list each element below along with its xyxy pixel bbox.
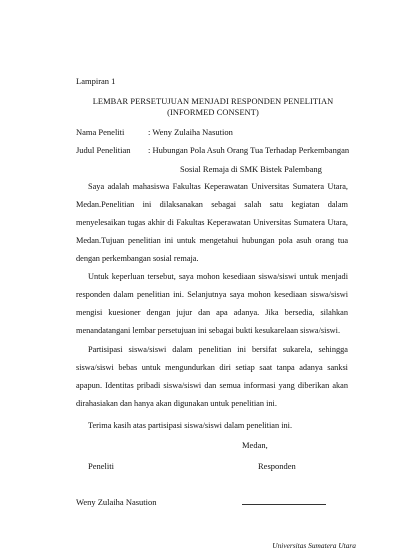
- respondent-signature-line: [242, 504, 326, 505]
- paragraph-line: apapun. Identitas pribadi siswa/siswi dan semua informasi yang diberikan akan: [76, 381, 348, 390]
- paragraph-line: Saya adalah mahasiswa Fakultas Keperawatan Universitas Sumatera Utara,: [88, 182, 348, 191]
- research-title-label: Judul Penelitian: [76, 145, 131, 155]
- paragraph-line: menyelesaikan tugas akhir di Fakultas Keperawatan Universitas Sumatera Utara,: [76, 218, 348, 227]
- document-subtitle: (INFORMED CONSENT): [167, 108, 259, 117]
- paragraph-line: responden dalam penelitian ini. Selanjutnya saya mohon kesediaan siswa/siswi: [76, 290, 348, 299]
- researcher-signature-label: Peneliti: [88, 461, 114, 471]
- respondent-signature-label: Responden: [258, 461, 296, 471]
- paragraph-line: mengisi kuesioner dengan jujur dan apa adanya. Jika bersedia, silahkan: [76, 308, 348, 317]
- paragraph-line: menandatangani lembar persetujuan ini sebagai bukti kesukarelaan siswa/siswi.: [76, 326, 341, 335]
- researcher-signature-name: Weny Zulaiha Nasution: [76, 497, 157, 507]
- research-title-value: : Hubungan Pola Asuh Orang Tua Terhadap Perkembangan: [148, 145, 350, 155]
- document-title: LEMBAR PERSETUJUAN MENJADI RESPONDEN PENELITIAN: [92, 97, 334, 106]
- paragraph-line: Medan.Penelitian ini dilaksanakan sebagai salah satu kegiatan dalam: [76, 200, 348, 209]
- research-title-value-cont: Sosial Remaja di SMK Bistek Palembang: [180, 164, 322, 174]
- paragraph-line: dengan perkembangan sosial remaja.: [76, 254, 199, 263]
- paragraph-line: Medan.Tujuan penelitian ini untuk mengetahui hubungan pola asuh orang tua: [76, 236, 348, 245]
- researcher-name-value: : Weny Zulaiha Nasution: [148, 127, 233, 137]
- paragraph-line: Partisipasi siswa/siswi dalam penelitian ini bersifat sukarela, sehingga: [88, 345, 348, 354]
- paragraph-line: Untuk keperluan tersebut, saya mohon kesediaan siswa/siswi untuk menjadi: [88, 272, 348, 281]
- paragraph-line: siswa/siswi bebas untuk mengundurkan diri setiap saat tanpa adanya sanksi: [76, 363, 348, 372]
- appendix-label: Lampiran 1: [76, 76, 116, 86]
- page-footer: Universitas Sumatera Utara: [272, 541, 356, 550]
- paragraph-line: Terima kasih atas partisipasi siswa/siswi dalam penelitian ini.: [88, 421, 293, 430]
- signature-place: Medan,: [242, 440, 268, 450]
- researcher-name-label: Nama Peneliti: [76, 127, 125, 137]
- paragraph-line: dirahasiakan dan hanya akan digunakan untuk penelitian ini.: [76, 399, 277, 408]
